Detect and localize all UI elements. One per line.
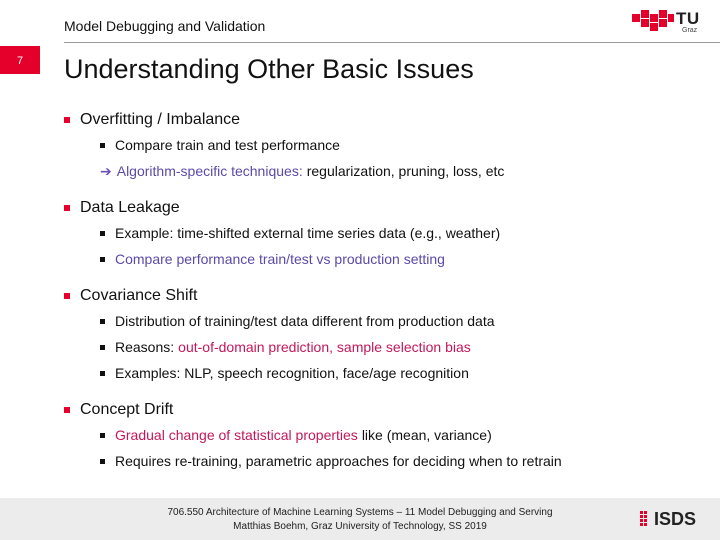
item-text: Example: time-shifted external time series data (e.g., weather) bbox=[115, 225, 501, 241]
section-covariance-shift bbox=[64, 284, 704, 386]
item-text: Distribution of training/test data different from production data bbox=[115, 313, 495, 329]
list-item bbox=[100, 360, 704, 386]
section-concept-drift bbox=[64, 398, 704, 474]
list-item bbox=[100, 308, 704, 334]
section-heading bbox=[64, 398, 704, 422]
list-item bbox=[100, 448, 704, 474]
arrow-right-icon: ➔ bbox=[100, 163, 112, 179]
square-bullet-icon bbox=[64, 407, 70, 413]
section-data-leakage bbox=[64, 196, 704, 272]
highlight-text: Algorithm-specific techniques: bbox=[116, 163, 303, 179]
logo-subtext: Graz bbox=[682, 27, 698, 34]
list-item bbox=[100, 158, 704, 184]
list-item bbox=[100, 132, 704, 158]
square-bullet-icon bbox=[64, 205, 70, 211]
header-rule bbox=[64, 42, 720, 43]
heading-text: Overfitting / Imbalance bbox=[80, 111, 241, 128]
list-item bbox=[100, 246, 704, 272]
isds-logo-text: ISDS bbox=[654, 509, 697, 529]
list-item bbox=[100, 220, 704, 246]
square-bullet-icon bbox=[100, 143, 105, 148]
item-text: Examples: NLP, speech recognition, face/age recognition bbox=[115, 365, 469, 381]
slide-title: Understanding Other Basic Issues bbox=[64, 54, 474, 84]
highlight-text: Gradual change of statistical properties bbox=[115, 427, 358, 443]
square-bullet-icon bbox=[100, 371, 105, 376]
logo-text: TU bbox=[676, 9, 700, 28]
item-prefix: Reasons: bbox=[115, 339, 175, 355]
item-text: like (mean, variance) bbox=[361, 427, 492, 443]
square-bullet-icon bbox=[100, 257, 105, 262]
square-bullet-icon bbox=[100, 433, 105, 438]
page-number-tab bbox=[0, 46, 40, 74]
item-text: regularization, pruning, loss, etc bbox=[306, 163, 505, 179]
item-text: Compare train and test performance bbox=[115, 137, 340, 153]
footer-line-2: Matthias Boehm, Graz University of Technology, SS 2019 bbox=[233, 521, 487, 532]
heading-text: Concept Drift bbox=[80, 401, 174, 418]
content-area bbox=[64, 108, 704, 486]
section-heading bbox=[64, 196, 704, 220]
square-bullet-icon bbox=[100, 231, 105, 236]
header-title: Model Debugging and Validation bbox=[64, 18, 266, 34]
list-item bbox=[100, 334, 704, 360]
section-heading bbox=[64, 108, 704, 132]
square-bullet-icon bbox=[64, 117, 70, 123]
heading-text: Covariance Shift bbox=[80, 287, 198, 304]
section-overfitting bbox=[64, 108, 704, 184]
footer bbox=[0, 498, 720, 540]
list-item bbox=[100, 422, 704, 448]
highlight-text: out-of-domain prediction, sample selection bias bbox=[178, 339, 471, 355]
item-text: Requires re-training, parametric approaches for deciding when to retrain bbox=[115, 453, 562, 469]
page-number: 7 bbox=[17, 55, 24, 67]
square-bullet-icon bbox=[100, 459, 105, 464]
highlight-text: Compare performance train/test vs production setting bbox=[115, 251, 445, 267]
square-bullet-icon bbox=[100, 345, 105, 350]
section-heading bbox=[64, 284, 704, 308]
heading-text: Data Leakage bbox=[80, 199, 180, 216]
square-bullet-icon bbox=[64, 293, 70, 299]
footer-line-1: 706.550 Architecture of Machine Learning Systems – 11 Model Debugging and Serving bbox=[167, 507, 553, 518]
footer-text bbox=[140, 506, 580, 534]
square-bullet-icon bbox=[100, 319, 105, 324]
